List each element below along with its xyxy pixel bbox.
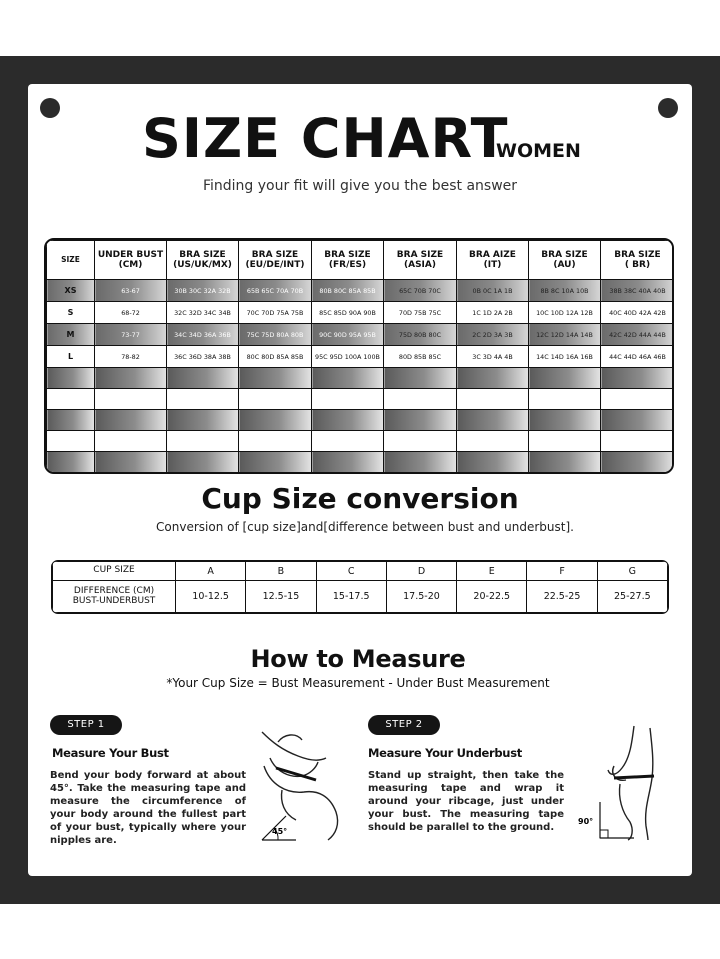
step2-heading: Measure Your Underbust bbox=[368, 746, 522, 760]
cup-title: Cup Size conversion bbox=[201, 482, 519, 515]
size-value-cell: 3C 3D 4A 4B bbox=[457, 346, 529, 368]
cup-subtitle: Conversion of [cup size]and[difference between bust and underbust]. bbox=[156, 520, 574, 534]
difference-cell: 20-22.5 bbox=[457, 581, 527, 613]
cup-size-label: CUP SIZE bbox=[53, 562, 176, 581]
size-table-grid bbox=[46, 240, 674, 473]
cup-size-cell: B bbox=[246, 562, 316, 581]
size-value-cell: 70C 70D 75A 75B bbox=[239, 302, 312, 324]
size-value-cell: 8B 8C 10A 10B bbox=[529, 280, 601, 302]
size-value-cell: 30B 30C 32A 32B bbox=[167, 280, 239, 302]
how-to-measure-title: How to Measure bbox=[250, 645, 466, 673]
size-label-cell: M bbox=[47, 324, 95, 346]
empty-row bbox=[47, 368, 675, 389]
cup-size-cell: E bbox=[457, 562, 527, 581]
size-value-cell: 75C 75D 80A 80B bbox=[239, 324, 312, 346]
size-header-cell: BRA SIZE ( BR) bbox=[601, 241, 675, 280]
empty-row bbox=[47, 452, 675, 473]
size-table-header bbox=[47, 241, 675, 280]
size-header-cell: BRA SIZE (US/UK/MX) bbox=[167, 241, 239, 280]
empty-row bbox=[47, 389, 675, 410]
difference-cell: 25-27.5 bbox=[597, 581, 667, 613]
size-value-cell: 65B 65C 70A 70B bbox=[239, 280, 312, 302]
size-header-cell: BRA SIZE (EU/DE/INT) bbox=[239, 241, 312, 280]
cup-size-cell: C bbox=[316, 562, 386, 581]
size-row bbox=[47, 346, 675, 368]
difference-cell: 15-17.5 bbox=[316, 581, 386, 613]
size-header-cell: UNDER BUST (CM) bbox=[95, 241, 167, 280]
size-value-cell: 40C 40D 42A 42B bbox=[601, 302, 675, 324]
size-value-cell: 44C 44D 46A 46B bbox=[601, 346, 675, 368]
size-header-cell: BRA AIZE (IT) bbox=[457, 241, 529, 280]
size-label-cell: L bbox=[47, 346, 95, 368]
underbust-figure-icon bbox=[570, 722, 660, 842]
size-value-cell: 75D 80B 80C bbox=[384, 324, 457, 346]
size-value-cell: 42C 42D 44A 44B bbox=[601, 324, 675, 346]
size-header-cell: BRA SIZE (AU) bbox=[529, 241, 601, 280]
cup-size-cell: D bbox=[386, 562, 456, 581]
size-value-cell: 63-67 bbox=[95, 280, 167, 302]
cup-size-cell: F bbox=[527, 562, 597, 581]
size-value-cell: 12C 12D 14A 14B bbox=[529, 324, 601, 346]
size-value-cell: 78-82 bbox=[95, 346, 167, 368]
difference-label bbox=[53, 581, 176, 613]
page-subtitle: Finding your fit will give you the best answer bbox=[202, 178, 518, 194]
size-row bbox=[47, 324, 675, 346]
empty-row bbox=[47, 431, 675, 452]
size-row bbox=[47, 280, 675, 302]
size-value-cell: 73-77 bbox=[95, 324, 167, 346]
size-value-cell: 80B 80C 85A 85B bbox=[312, 280, 384, 302]
left-hole-dot bbox=[40, 98, 60, 118]
step1-heading: Measure Your Bust bbox=[52, 746, 169, 760]
difference-cell: 17.5-20 bbox=[386, 581, 456, 613]
how-to-measure-formula: *Your Cup Size = Bust Measurement - Under Bust Measurement bbox=[166, 676, 550, 690]
size-value-cell: 80D 85B 85C bbox=[384, 346, 457, 368]
size-header-cell: BRA SIZE (ASIA) bbox=[384, 241, 457, 280]
step2-pill: STEP 2 bbox=[368, 715, 440, 735]
size-row bbox=[47, 302, 675, 324]
bust-figure-icon bbox=[256, 728, 346, 843]
size-value-cell: 2C 2D 3A 3B bbox=[457, 324, 529, 346]
size-value-cell: 34C 34D 36A 36B bbox=[167, 324, 239, 346]
difference-cell: 10-12.5 bbox=[176, 581, 246, 613]
cup-table bbox=[51, 560, 669, 614]
difference-label-line2: BUST-UNDERBUST bbox=[72, 595, 156, 606]
size-label-cell: S bbox=[47, 302, 95, 324]
size-value-cell: 1C 1D 2A 2B bbox=[457, 302, 529, 324]
difference-label-line1: DIFFERENCE (CM) bbox=[73, 586, 155, 597]
difference-cell: 12.5-15 bbox=[246, 581, 316, 613]
size-value-cell: 36C 36D 38A 38B bbox=[167, 346, 239, 368]
women-label: WOMEN bbox=[496, 140, 581, 162]
size-header-cell: SIZE bbox=[47, 241, 95, 280]
step1-pill: STEP 1 bbox=[50, 715, 122, 735]
angle-90-label: 90° bbox=[578, 817, 594, 826]
size-label-cell: XS bbox=[47, 280, 95, 302]
empty-row bbox=[47, 410, 675, 431]
size-value-cell: 38B 38C 40A 40B bbox=[601, 280, 675, 302]
size-value-cell: 65C 70B 70C bbox=[384, 280, 457, 302]
size-table bbox=[44, 238, 674, 474]
size-value-cell: 85C 85D 90A 90B bbox=[312, 302, 384, 324]
right-hole-dot bbox=[658, 98, 678, 118]
size-value-cell: 90C 90D 95A 95B bbox=[312, 324, 384, 346]
difference-row bbox=[53, 581, 668, 613]
size-value-cell: 95C 95D 100A 100B bbox=[312, 346, 384, 368]
size-value-cell: 14C 14D 16A 16B bbox=[529, 346, 601, 368]
angle-45-label: 45° bbox=[272, 827, 288, 836]
size-value-cell: 0B 0C 1A 1B bbox=[457, 280, 529, 302]
size-value-cell: 80C 80D 85A 85B bbox=[239, 346, 312, 368]
step2-body: Stand up straight, then take the measuring tape and wrap it around your ribcage, just under your bust. The measuring tape should be parallel to the ground. bbox=[368, 770, 564, 833]
size-header-cell: BRA SIZE (FR/ES) bbox=[312, 241, 384, 280]
cup-size-cell: G bbox=[597, 562, 667, 581]
size-value-cell: 10C 10D 12A 12B bbox=[529, 302, 601, 324]
step1-body: Bend your body forward at about 45°. Take the measuring tape and measure the circumference of your body around the fullest part of your bust, typically where your nipples are. bbox=[50, 770, 246, 846]
cup-size-cell: A bbox=[176, 562, 246, 581]
cup-size-row bbox=[53, 562, 668, 581]
page-title: SIZE CHART bbox=[142, 107, 509, 170]
size-value-cell: 70D 75B 75C bbox=[384, 302, 457, 324]
size-value-cell: 32C 32D 34C 34B bbox=[167, 302, 239, 324]
difference-cell: 22.5-25 bbox=[527, 581, 597, 613]
cup-table-grid bbox=[52, 561, 668, 613]
size-value-cell: 68-72 bbox=[95, 302, 167, 324]
